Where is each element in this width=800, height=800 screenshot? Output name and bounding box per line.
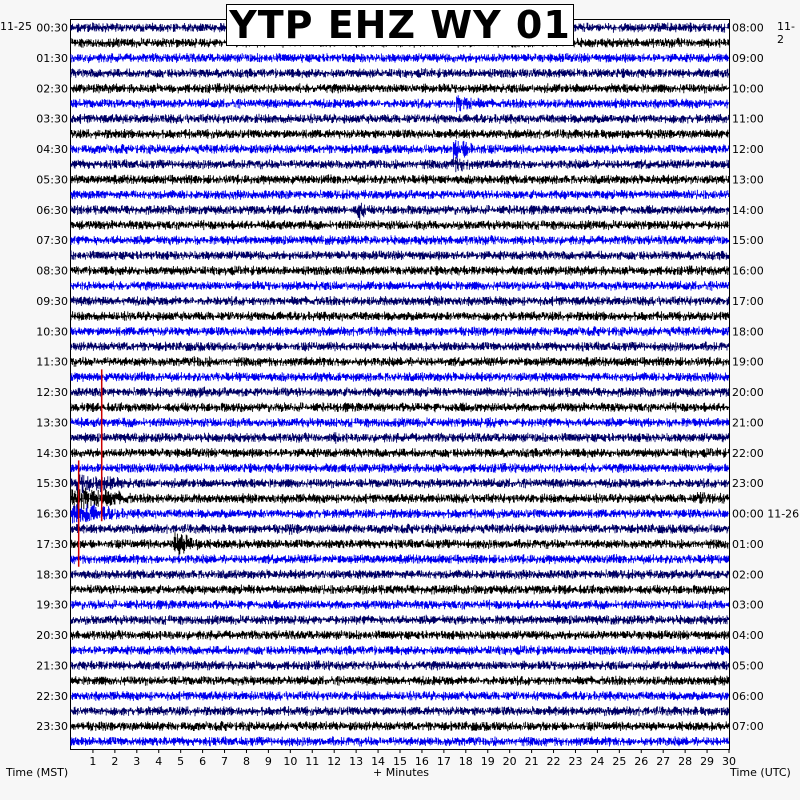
chart-title: YTP EHZ WY 01: [229, 3, 571, 47]
left-time-label: 13:30: [36, 416, 68, 430]
left-time-label: 23:30: [36, 720, 68, 734]
x-tick-label: 4: [155, 755, 163, 768]
chart-title-box: [226, 4, 574, 46]
right-time-label: 18:00: [732, 325, 764, 339]
x-tick-label: 10: [283, 755, 298, 768]
left-time-label: 11:30: [36, 355, 68, 369]
left-time-label: 03:30: [36, 112, 68, 126]
x-tick-label: 24: [590, 755, 605, 768]
left-time-label: 08:30: [36, 264, 68, 278]
left-time-label: 01:30: [36, 51, 68, 65]
right-time-label: 15:00: [732, 234, 764, 248]
right-time-label: 00:00 11-26: [732, 507, 800, 521]
left-time-label: 09:30: [36, 294, 68, 308]
left-corner-date: 11-25: [0, 20, 32, 33]
x-tick-label: 9: [264, 755, 272, 768]
x-tick-label: 22: [546, 755, 561, 768]
x-tick-label: 17: [436, 755, 451, 768]
left-time-label: 21:30: [36, 659, 68, 673]
x-tick-label: 12: [327, 755, 342, 768]
x-axis-name: + Minutes: [373, 766, 430, 779]
x-tick-label: 23: [568, 755, 583, 768]
right-time-label: 08:00: [732, 21, 764, 35]
right-time-label: 16:00: [732, 264, 764, 278]
left-time-label: 15:30: [36, 477, 68, 491]
right-time-label: 06:00: [732, 689, 764, 703]
x-tick-label: 8: [242, 755, 250, 768]
x-tick-label: 29: [700, 755, 715, 768]
left-time-label: 19:30: [36, 598, 68, 612]
right-time-label: 07:00: [732, 720, 764, 734]
left-time-label: 04:30: [36, 143, 68, 157]
x-tick-label: 25: [612, 755, 627, 768]
x-tick-label: 6: [199, 755, 207, 768]
x-tick-label: 1: [89, 755, 97, 768]
x-tick-label: 14: [371, 755, 386, 768]
right-time-label: 14:00: [732, 203, 764, 217]
right-time-label: 21:00: [732, 416, 764, 430]
left-time-label: 14:30: [36, 446, 68, 460]
left-time-labels: [36, 22, 68, 734]
right-time-label: 20:00: [732, 386, 764, 400]
x-tick-label: 19: [480, 755, 495, 768]
x-tick-label: 26: [634, 755, 649, 768]
left-time-label: 12:30: [36, 386, 68, 400]
right-time-label: 04:00: [732, 629, 764, 643]
right-time-label: 23:00: [732, 477, 764, 491]
right-time-label: 10:00: [732, 82, 764, 96]
left-time-label: 17:30: [36, 537, 68, 551]
x-tick-label: 20: [502, 755, 517, 768]
plot-area: [71, 20, 730, 750]
left-time-label: 22:30: [36, 689, 68, 703]
right-time-label: 02:00: [732, 568, 764, 582]
right-corner-date: 11-2: [777, 20, 795, 46]
right-time-label: 09:00: [732, 51, 764, 65]
right-axis-name: Time (UTC): [730, 766, 791, 779]
x-tick-label: 30: [722, 755, 736, 768]
x-tick-label: 27: [656, 755, 671, 768]
right-time-label: 05:00: [732, 659, 764, 673]
right-time-label: 22:00: [732, 446, 764, 460]
right-time-label: 03:00: [732, 598, 764, 612]
left-time-label: 02:30: [36, 82, 68, 96]
left-time-label: 20:30: [36, 629, 68, 643]
left-time-label: 00:30: [36, 21, 68, 35]
right-time-label: 01:00: [732, 537, 764, 551]
x-tick-label: 18: [458, 755, 473, 768]
left-time-label: 06:30: [36, 203, 68, 217]
left-time-label: 18:30: [36, 568, 68, 582]
left-time-label: 10:30: [36, 325, 68, 339]
right-time-label: 11:00: [732, 112, 764, 126]
left-time-label: 07:30: [36, 234, 68, 248]
x-tick-label: 3: [133, 755, 141, 768]
right-time-label: 12:00: [732, 143, 764, 157]
x-tick-label: 7: [221, 755, 229, 768]
x-tick-label: 11: [305, 755, 320, 768]
left-axis-name: Time (MST): [6, 766, 69, 779]
x-tick-label: 5: [177, 755, 185, 768]
right-time-labels: [732, 22, 799, 734]
x-tick-label: 21: [524, 755, 539, 768]
x-tick-label: 2: [111, 755, 119, 768]
left-time-label: 05:30: [36, 173, 68, 187]
x-tick-label: 13: [349, 755, 364, 768]
left-time-label: 16:30: [36, 507, 68, 521]
right-time-label: 19:00: [732, 355, 764, 369]
x-tick-label: 16: [414, 755, 429, 768]
x-tick-label: 15: [393, 755, 407, 768]
right-time-label: 13:00: [732, 173, 764, 187]
x-tick-label: 28: [678, 755, 693, 768]
right-time-label: 17:00: [732, 294, 764, 308]
